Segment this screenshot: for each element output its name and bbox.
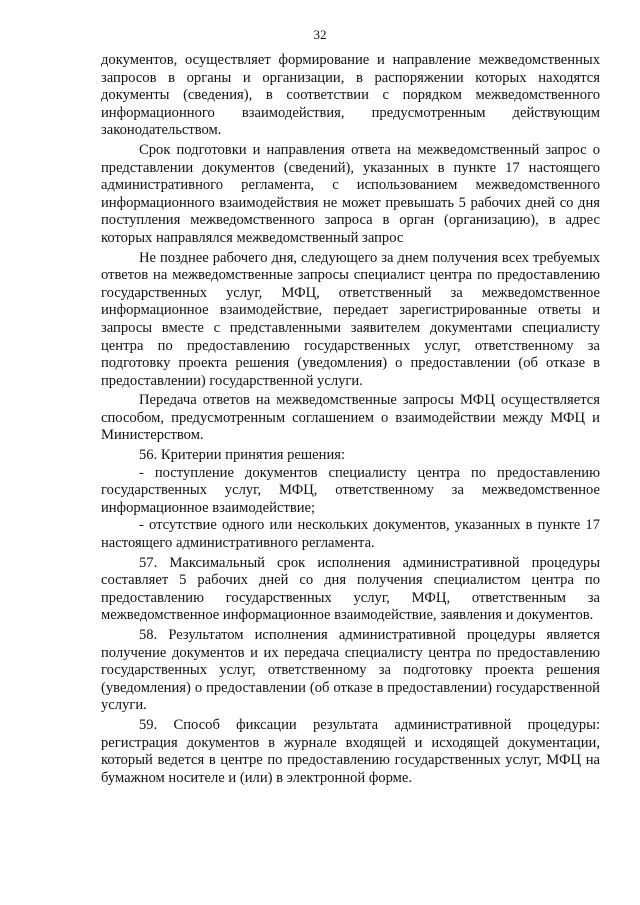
paragraph-continuation: документов, осуществляет формирование и направление межведомственных запросов в органы и организации, в распоряжении которых находятся документы (сведения), в соответствии с порядком межведомственного информационного взаимодействия, предусмотренным действующим законодательством. — [101, 52, 600, 139]
document-body — [101, 52, 600, 787]
paragraph-mfc-transfer: Передача ответов на межведомственные запросы МФЦ осуществляется способом, предусмотренным соглашением о взаимодействии между МФЦ и Министерством. — [101, 392, 600, 444]
paragraph-56-item-2: - отсутствие одного или нескольких документов, указанных в пункте 17 настоящего административного регламента. — [101, 517, 600, 552]
paragraph-transfer-responses: Не позднее рабочего дня, следующего за днем получения всех требуемых ответов на межведомственные запросы специалист центра по предоставлению государственных услуг, МФЦ, ответственный за межведомственное информационное взаимодействие, передает зарегистрированные ответы и запросы вместе с представленными заявителем документами специалисту центра по предоставлению государственных услуг, ответственному за подготовку проекта решения (уведомления) о предоставлении (об отказе в предоставлении) государственной услуги. — [101, 249, 600, 389]
paragraph-response-deadline: Срок подготовки и направления ответа на межведомственный запрос о представлении документов (сведений), указанных в пункте 17 настоящего административного регламента, с использованием межведомственного информационного взаимодействия не может превышать 5 рабочих дней со дня поступления межведомственного запроса в орган (организацию), в адрес которых направлялся межведомственный запрос — [101, 141, 600, 246]
paragraph-59: 59. Способ фиксации результата административной процедуры: регистрация документов в журнале входящей и исходящей документации, который ведется в центре по предоставлению государственных услуг, МФЦ на бумажном носителе и (или) в электронной форме. — [101, 716, 600, 786]
paragraph-56-heading: 56. Критерии принятия решения: — [139, 447, 346, 464]
paragraph-58: 58. Результатом исполнения административной процедуры является получение документов и их передача специалисту центра по предоставлению государственных услуг, ответственному за подготовку проекта решения (уведомления) о предоставлении (об отказе в предоставлении) государственной услуги. — [101, 627, 600, 714]
paragraph-56-item-1: - поступление документов специалисту центра по предоставлению государственных услуг, МФЦ, ответственному за межведомственное информационное взаимодействие; — [101, 464, 600, 516]
paragraph-57: 57. Максимальный срок исполнения административной процедуры составляет 5 рабочих дней со дня получения специалистом центра по предоставлению государственных услуг, МФЦ, ответственным за межведомственное информационное взаимодействие, заявления и документов. — [101, 554, 600, 624]
page-number: 32 — [313, 27, 327, 42]
